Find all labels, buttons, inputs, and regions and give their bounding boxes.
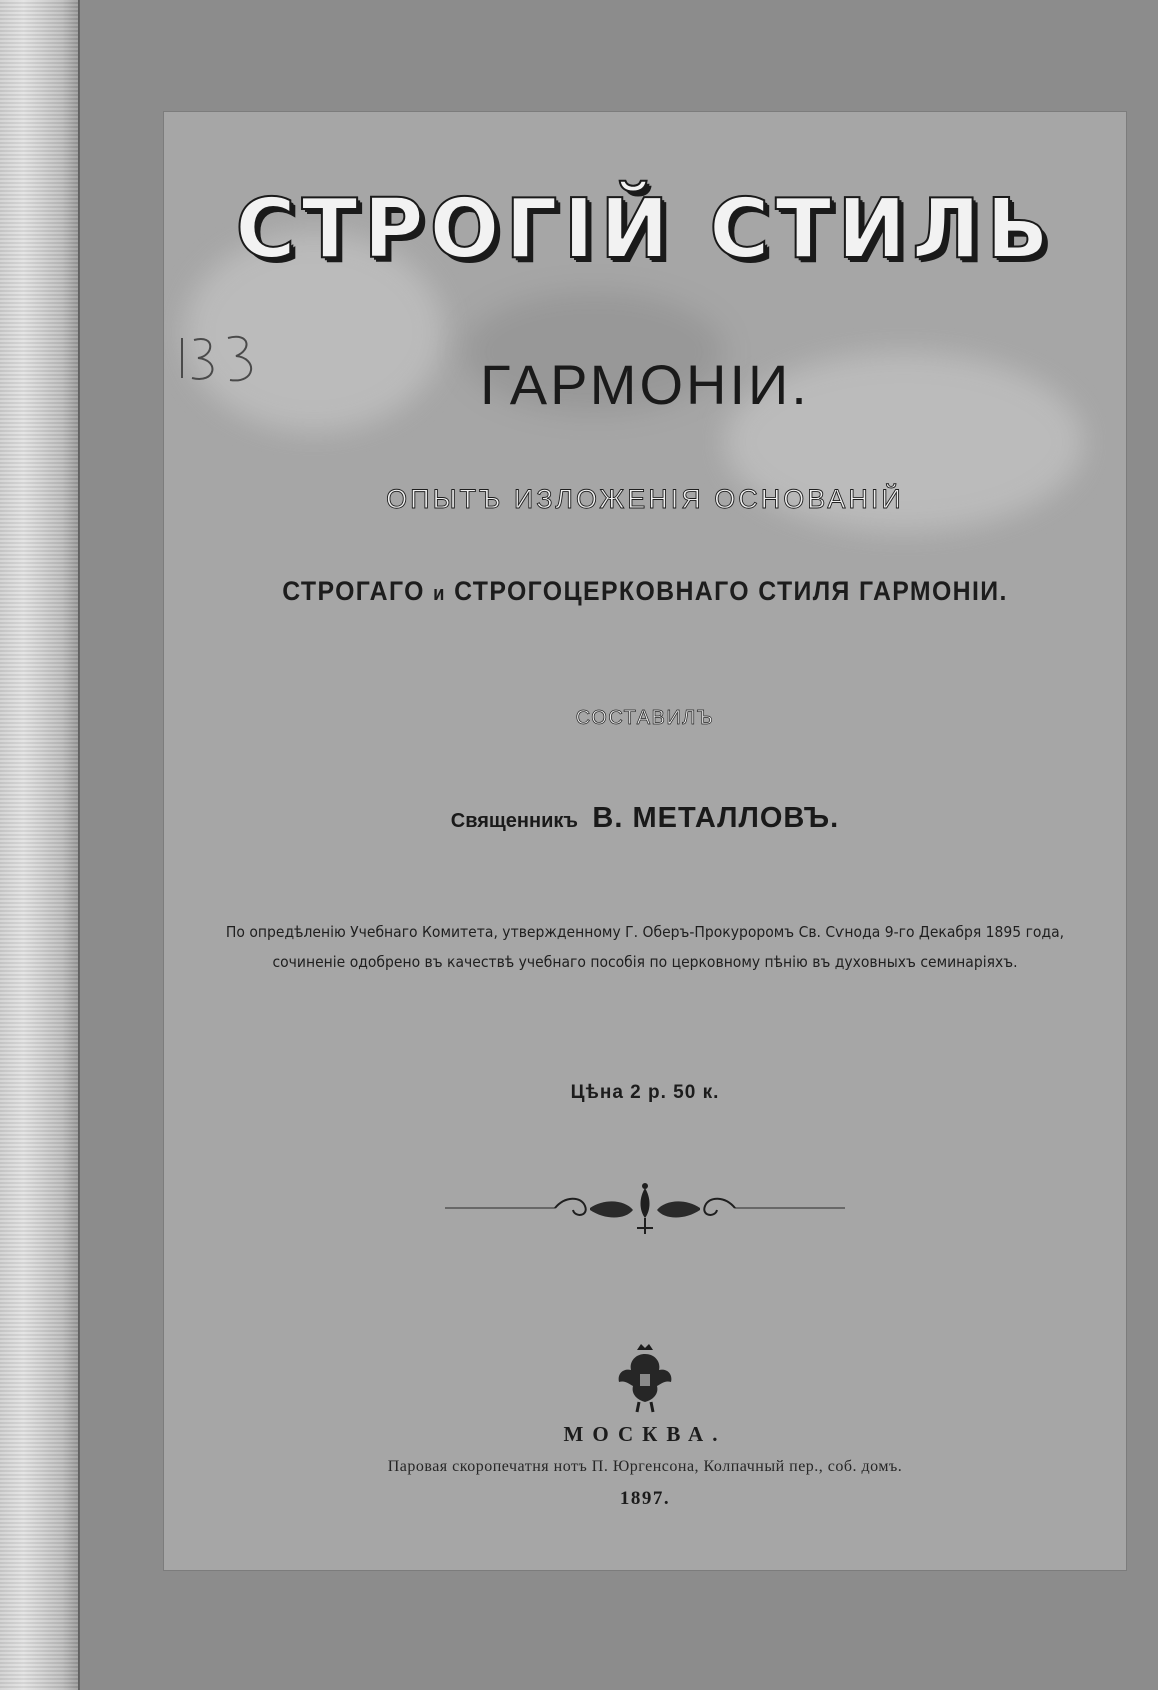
approval-note <box>207 917 1083 977</box>
price: Цѣна 2 р. 50 к. <box>570 1082 720 1103</box>
ornament-icon <box>445 1180 845 1238</box>
subtitle-line-2-part-1: СТРОГАГО <box>282 576 425 606</box>
printer: Паровая скоропечатня нотъ П. Юргенсона, Колпачный пер., соб. домъ. <box>387 1458 903 1475</box>
subtitle-line-2 <box>202 576 1087 607</box>
book-spine <box>0 0 78 1690</box>
title-sub: ГАРМОНІИ. <box>480 353 810 416</box>
year: 1897. <box>619 1488 671 1509</box>
author <box>164 802 1126 835</box>
subtitle-line-2-conjunction: и <box>433 583 446 605</box>
imperial-eagle-icon <box>615 1340 675 1414</box>
title-main: СТРОГІЙ СТИЛЬ <box>235 182 1055 277</box>
approval-line-1: По опредѣленію Учебнаго Комитета, утвержденному Г. Оберъ-Прокуроромъ Св. Сѵнода 9-го Декабря 1895 года, <box>225 923 1065 941</box>
composed-label: СОСТАВИЛЪ <box>575 707 715 729</box>
title-label <box>164 112 1126 1570</box>
text-layer <box>164 112 1126 1570</box>
city: МОСКВА. <box>563 1422 727 1446</box>
author-name: В. МЕТАЛЛОВЪ. <box>592 802 840 834</box>
subtitle-line-1: ОПЫТЪ ИЗЛОЖЕНІЯ ОСНОВАНІЙ <box>386 484 904 514</box>
author-prefix: Священникъ <box>450 810 578 832</box>
subtitle-line-2-part-2: СТРОГОЦЕРКОВНАГО СТИЛЯ ГАРМОНІИ. <box>454 576 1008 606</box>
approval-line-2: сочиненіе одобрено въ качествѣ учебнаго пособія по церковному пѣнію въ духовныхъ семинаріяхъ. <box>272 953 1018 971</box>
